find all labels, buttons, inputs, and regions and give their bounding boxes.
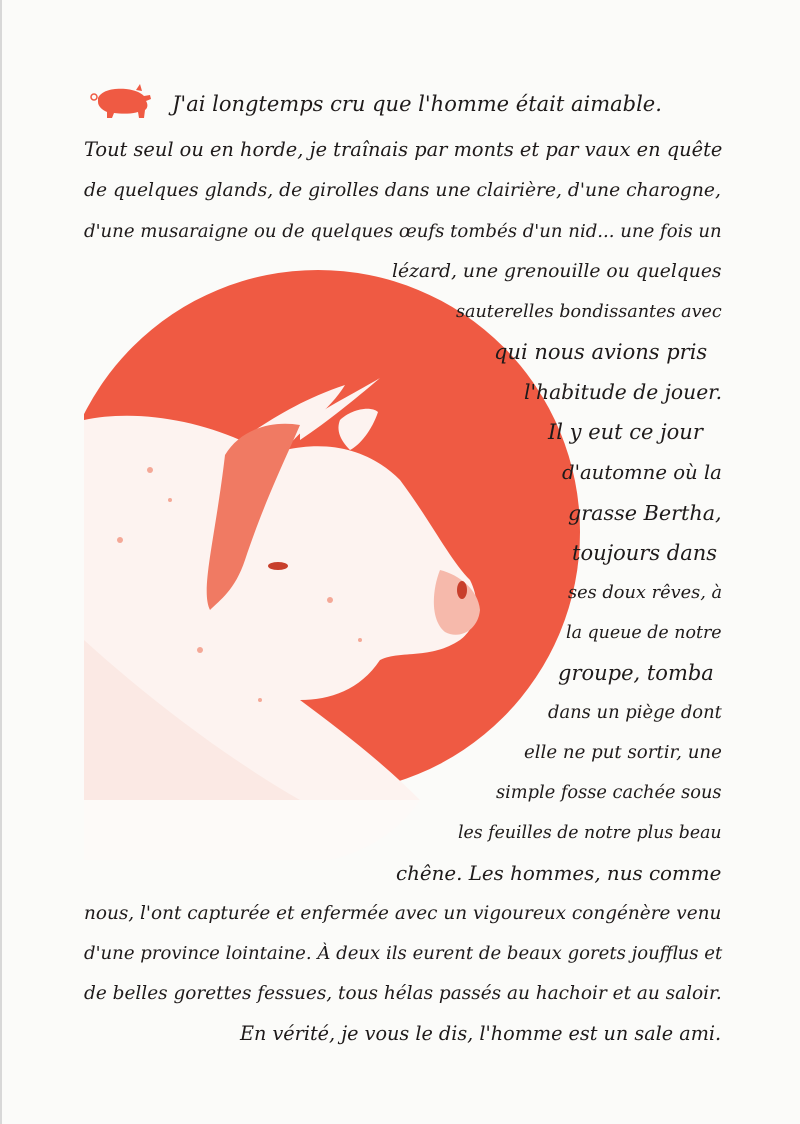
- pig-silhouette-icon: [88, 80, 154, 122]
- poem-line-24: En vérité, je vous le dis, l'homme est un sale ami.: [240, 1022, 722, 1045]
- poem-line-17: elle ne put sortir, une: [524, 742, 722, 763]
- poem-line-16: dans un piège dont: [548, 702, 722, 723]
- poem-line-9: Il y eut ce jour: [548, 420, 703, 444]
- poem-line-22: d'une province lointaine. À deux ils eurent de beaux gorets joufflus et: [84, 943, 723, 964]
- poem-line-20: chêne. Les hommes, nus comme: [396, 862, 722, 885]
- poem-line-5: lézard, une grenouille ou quelques: [392, 261, 722, 282]
- poem-line-15: groupe, tomba: [558, 661, 714, 685]
- poem-line-2: Tout seul ou en horde, je traînais par monts et par vaux en quête: [84, 138, 723, 161]
- poem-line-18: simple fosse cachée sous: [496, 782, 722, 803]
- poem-line-14: la queue de notre: [566, 623, 722, 643]
- poem-line-6: sauterelles bondissantes avec: [456, 302, 722, 322]
- poem-line-7: qui nous avions pris: [494, 340, 708, 364]
- poem-line-11: grasse Bertha,: [568, 501, 722, 525]
- poem-line-23: de belles gorettes fessues, tous hélas passés au hachoir et au saloir.: [84, 983, 722, 1004]
- poem-line-19: les feuilles de notre plus beau: [458, 823, 722, 843]
- poem-line-12: toujours dans: [572, 541, 718, 565]
- poem-line-3: de quelques glands, de girolles dans une clairière, d'une charogne,: [84, 180, 721, 201]
- poem-line-8: l'habitude de jouer.: [524, 380, 723, 404]
- poem-line-10: d'automne où la: [562, 461, 722, 484]
- poem-line-21: nous, l'ont capturée et enfermée avec un vigoureux congénère venu: [84, 903, 722, 924]
- poem-line-13: ses doux rêves, à: [568, 583, 723, 603]
- poem-line-1: J'ai longtemps cru que l'homme était aimable.: [172, 92, 662, 116]
- poem-line-4: d'une musaraigne ou de quelques œufs tombés d'un nid... une fois un: [84, 221, 722, 242]
